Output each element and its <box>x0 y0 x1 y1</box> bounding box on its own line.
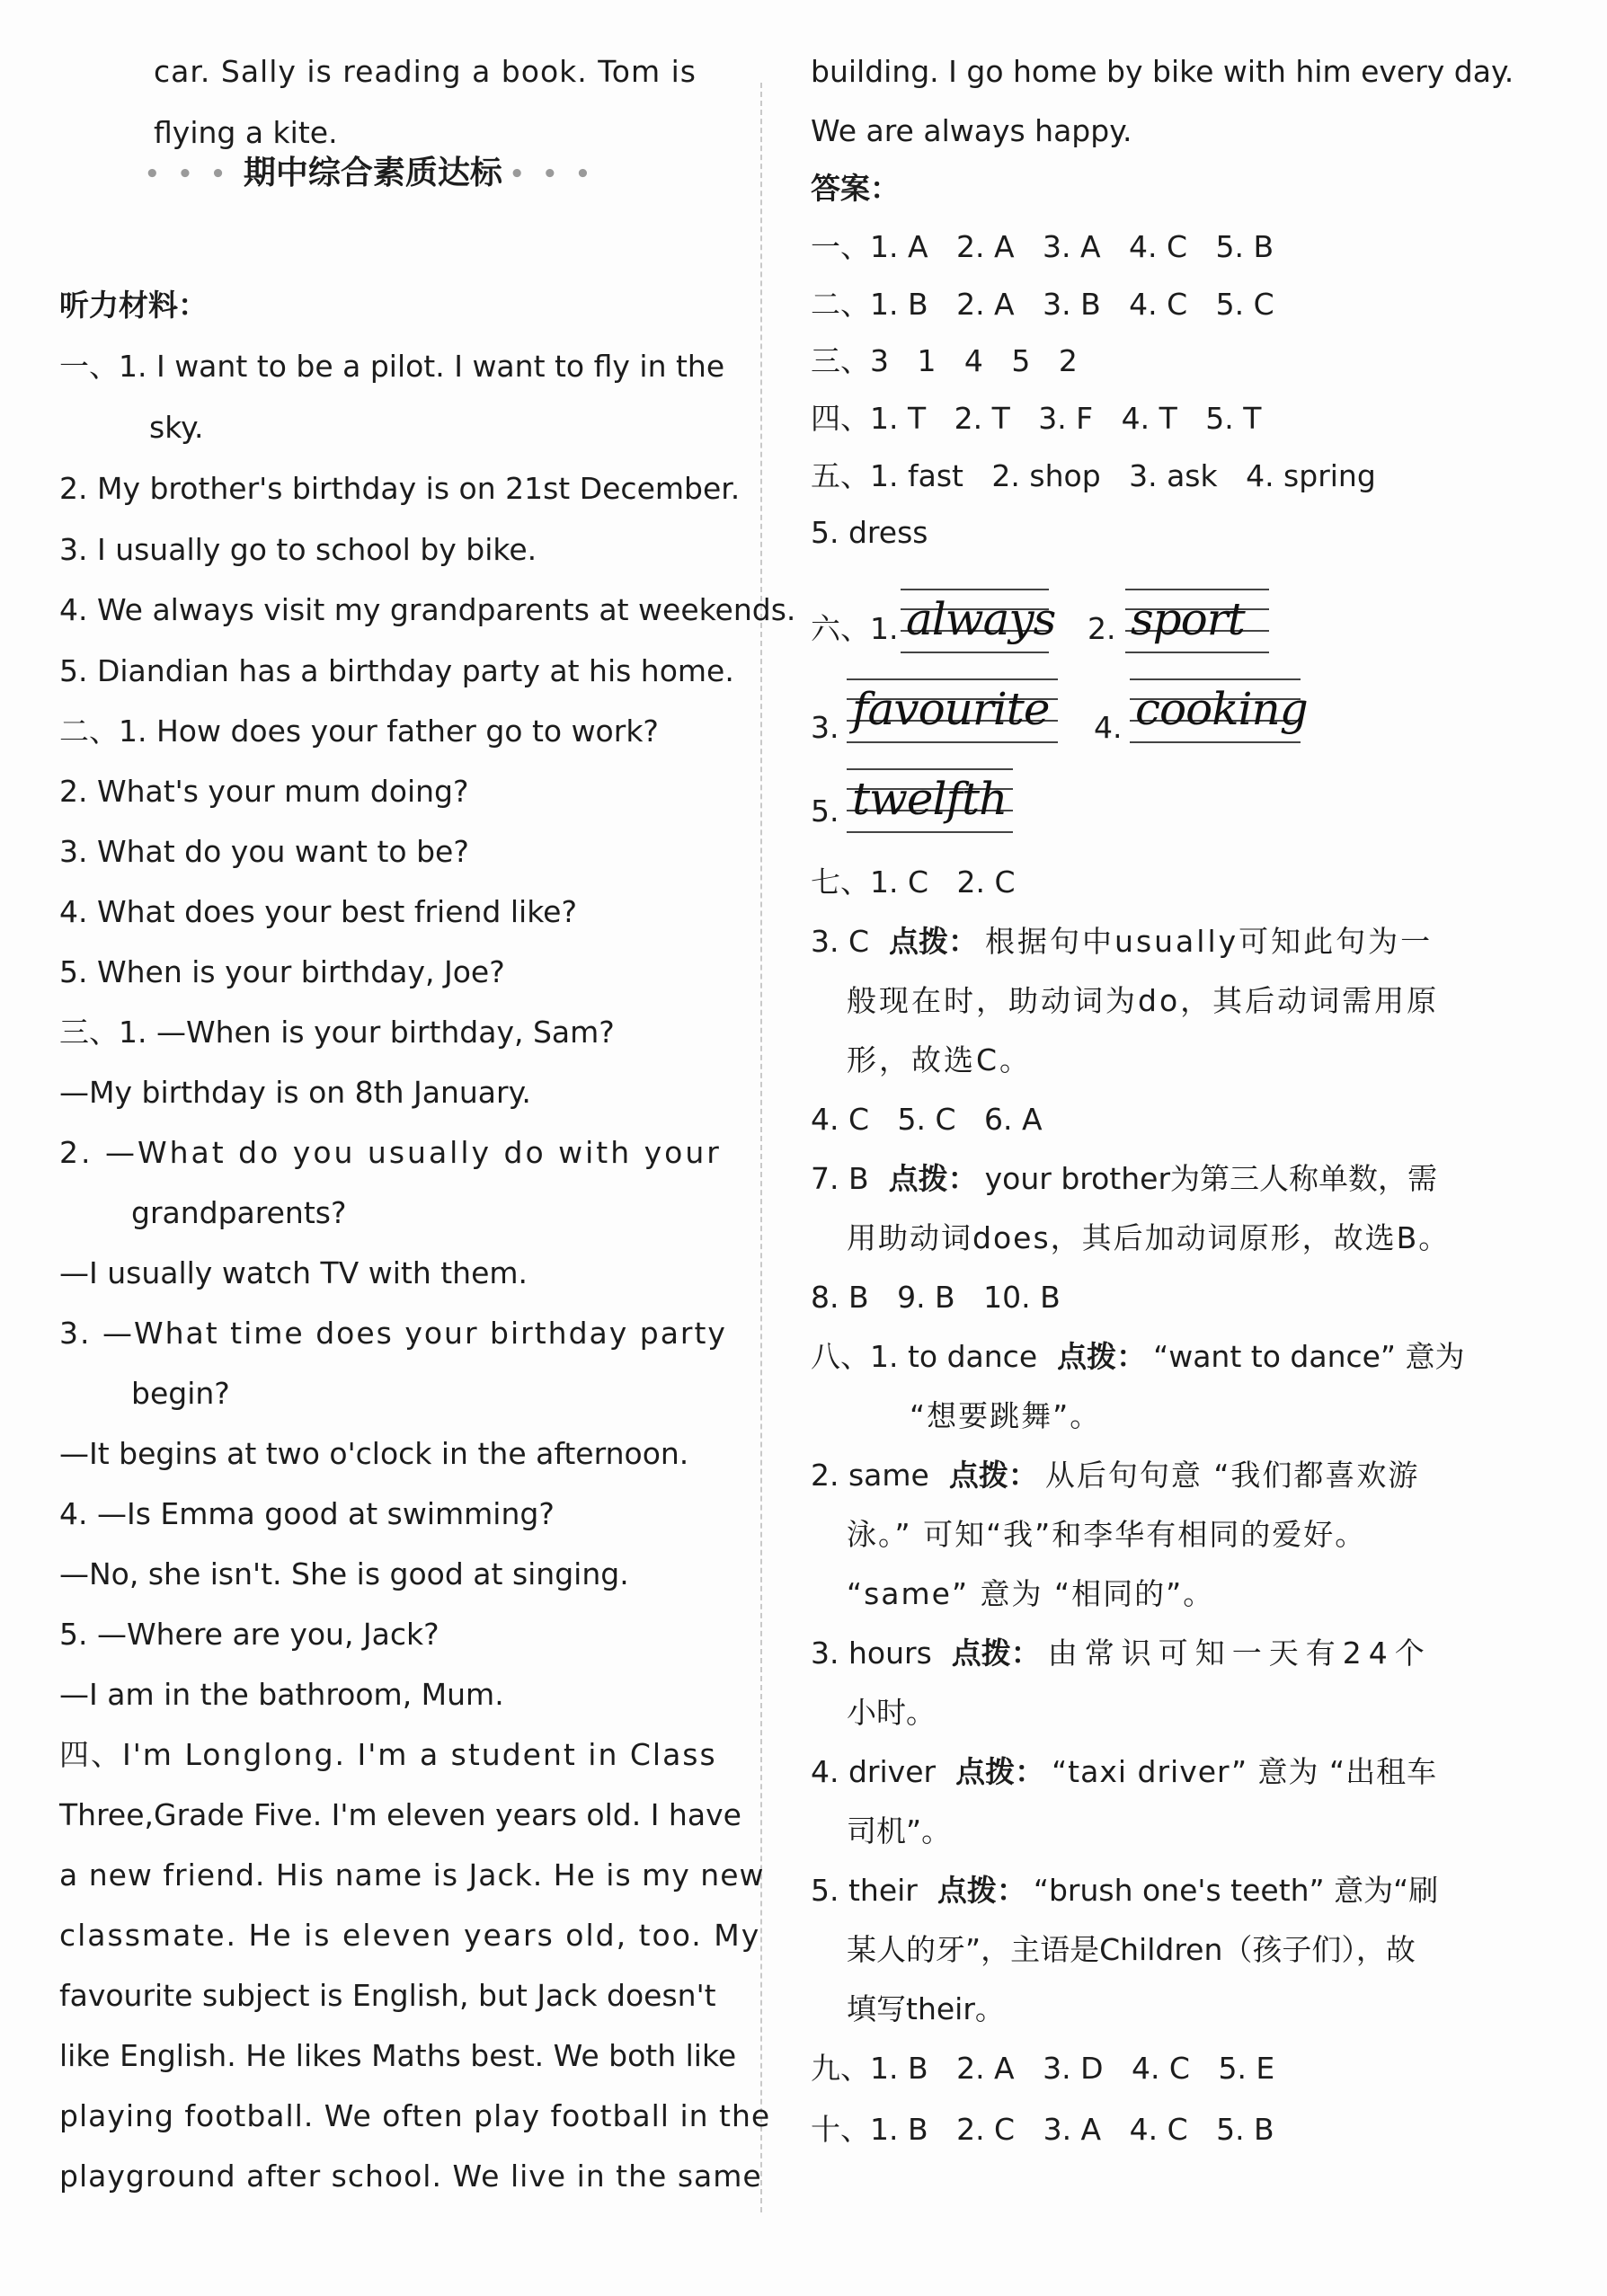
answer-line: 3. hours 点拨： 由常识可知一天有24个 <box>811 1636 1432 1671</box>
answer-line: 般现在时，助动词为do，其后动词需用原 <box>847 983 1440 1018</box>
answer-line: 小时。 <box>847 1695 936 1730</box>
transcript-line: 4. —Is Emma good at swimming? <box>59 1496 555 1531</box>
transcript-line: 2. What's your mum doing? <box>59 774 469 809</box>
intro-line: car. Sally is reading a book. Tom is <box>154 54 697 89</box>
transcript-line: 5. When is your birthday, Joe? <box>59 954 505 989</box>
tip-label: 点拨： <box>889 924 979 959</box>
tip-label: 点拨： <box>937 1873 1026 1908</box>
answers-label: 答案： <box>811 171 900 206</box>
handwriting-row <box>811 768 1476 858</box>
answer-line: 九、1. B 2. A 3. D 4. C 5. E <box>811 2051 1275 2086</box>
transcript-line: 3. —What time does your birthday party <box>59 1316 727 1351</box>
passage-line: playground after school. We live in the same <box>59 2159 762 2194</box>
transcript-line: 4. What does your best friend like? <box>59 894 577 929</box>
section-title: •••期中综合素质达标 ••• <box>145 155 608 191</box>
answer-line: 用助动词does，其后加动词原形，故选B。 <box>847 1220 1451 1255</box>
answer-line: 一、1. A 2. A 3. A 4. C 5. B <box>811 229 1274 264</box>
answer-line: 2. same 点拨： 从后句句意 “我们都喜欢游 <box>811 1458 1420 1493</box>
intro-line: flying a kite. <box>154 115 338 150</box>
decor-dots-icon: ••• <box>509 161 608 188</box>
passage-line: like English. He likes Maths best. We both like <box>59 2038 737 2073</box>
transcript-line: 2. —What do you usually do with your <box>59 1135 722 1170</box>
handwriting-row <box>811 678 1476 768</box>
transcript-line: 3. What do you want to be? <box>59 834 469 869</box>
tip-label: 点拨： <box>1057 1339 1147 1374</box>
answer-line: 形，故选C。 <box>847 1042 1033 1077</box>
answer-line: 五、1. fast 2. shop 3. ask 4. spring <box>811 458 1376 493</box>
answer-line: 3. C 点拨： 根据句中usually可知此句为一 <box>811 924 1434 959</box>
transcript-line: begin? <box>131 1376 230 1411</box>
answer-line: “same” 意为 “相同的”。 <box>847 1576 1215 1611</box>
answer-line: 填写their。 <box>847 1991 1005 2026</box>
handwriting-box <box>847 678 1058 756</box>
passage-line: 四、I'm Longlong. I'm a student in Class <box>59 1737 717 1772</box>
handwritten-word: favourite <box>852 683 1050 735</box>
answer-line: 4. C 5. C 6. A <box>811 1102 1043 1137</box>
passage-line: building. I go home by bike with him every day. <box>811 54 1514 89</box>
transcript-line: —I usually watch TV with them. <box>59 1255 528 1290</box>
answer-line: 4. driver 点拨： “taxi driver” 意为 “出租车 <box>811 1754 1438 1789</box>
tip-label: 点拨： <box>888 1161 978 1196</box>
transcript-line: —My birthday is on 8th January. <box>59 1075 531 1110</box>
answer-line: 三、3 1 4 5 2 <box>811 343 1078 378</box>
answer-line: 泳。” 可知“我”和李华有相同的爱好。 <box>847 1517 1367 1552</box>
answer-line: 5. their 点拨： “brush one's teeth” 意为“刷 <box>811 1873 1439 1908</box>
handwriting-box <box>1130 678 1308 756</box>
passage-line: Three,Grade Five. I'm eleven years old. I have <box>59 1797 741 1832</box>
transcript-line: 2. My brother's birthday is on 21st December. <box>59 471 741 506</box>
transcript-line: —I am in the bathroom, Mum. <box>59 1677 504 1712</box>
tip-label: 点拨： <box>955 1754 1045 1789</box>
passage-line: playing football. We often play football in the <box>59 2098 771 2133</box>
answer-number: 3. <box>811 710 839 745</box>
passage-line: classmate. He is eleven years old, too. My <box>59 1918 761 1953</box>
handwriting-box <box>901 589 1056 666</box>
transcript-line: —No, she isn't. She is good at singing. <box>59 1556 629 1591</box>
listening-label: 听力材料： <box>59 288 208 323</box>
answer-line: 某人的牙”，主语是Children（孩子们），故 <box>847 1932 1416 1967</box>
transcript-line: 二、1. How does your father go to work? <box>59 714 659 749</box>
handwritten-word: cooking <box>1135 683 1308 735</box>
decor-dots-icon: ••• <box>145 161 244 188</box>
tip-label: 点拨： <box>948 1458 1038 1493</box>
answer-number: 5. <box>811 793 839 829</box>
answer-line: 7. B 点拨： your brother为第三人称单数，需 <box>811 1161 1438 1196</box>
transcript-line: 5. —Where are you, Jack? <box>59 1617 439 1652</box>
answer-number: 4. <box>1094 710 1123 745</box>
handwritten-word: always <box>906 593 1056 645</box>
handwritten-word: sport <box>1131 593 1245 645</box>
handwriting-box <box>847 768 1013 846</box>
transcript-line: sky. <box>149 410 204 445</box>
answer-line: 十、1. B 2. C 3. A 4. C 5. B <box>811 2112 1274 2147</box>
handwriting-row <box>811 589 1476 678</box>
answer-number: 2. <box>1088 611 1116 646</box>
answer-line: 司机”。 <box>847 1813 952 1848</box>
answer-line: 8. B 9. B 10. B <box>811 1280 1061 1315</box>
transcript-line: grandparents? <box>131 1195 347 1230</box>
answer-line: 八、1. to dance 点拨： “want to dance” 意为 <box>811 1339 1465 1374</box>
passage-line: We are always happy. <box>811 113 1132 148</box>
answer-prefix: 六、1. <box>811 611 899 646</box>
transcript-line: 5. Diandian has a birthday party at his home. <box>59 653 734 688</box>
tip-label: 点拨： <box>951 1636 1041 1671</box>
answer-line: 二、1. B 2. A 3. B 4. C 5. C <box>811 287 1274 322</box>
transcript-line: 3. I usually go to school by bike. <box>59 532 537 567</box>
transcript-line: 4. We always visit my grandparents at weekends. <box>59 592 796 627</box>
handwriting-box <box>1125 589 1269 666</box>
answer-line: 七、1. C 2. C <box>811 864 1016 900</box>
passage-line: a new friend. His name is Jack. He is my new <box>59 1857 765 1893</box>
passage-line: favourite subject is English, but Jack doesn't <box>59 1978 716 2013</box>
handwritten-word: twelfth <box>852 773 1008 825</box>
transcript-line: —It begins at two o'clock in the afternoon. <box>59 1436 689 1471</box>
answer-line: 5. dress <box>811 515 928 550</box>
transcript-line: 一、1. I want to be a pilot. I want to fly in the <box>59 349 725 384</box>
answer-line: “想要跳舞”。 <box>910 1398 1102 1433</box>
transcript-line: 三、1. —When is your birthday, Sam? <box>59 1015 615 1050</box>
answer-line: 四、1. T 2. T 3. F 4. T 5. T <box>811 401 1262 436</box>
